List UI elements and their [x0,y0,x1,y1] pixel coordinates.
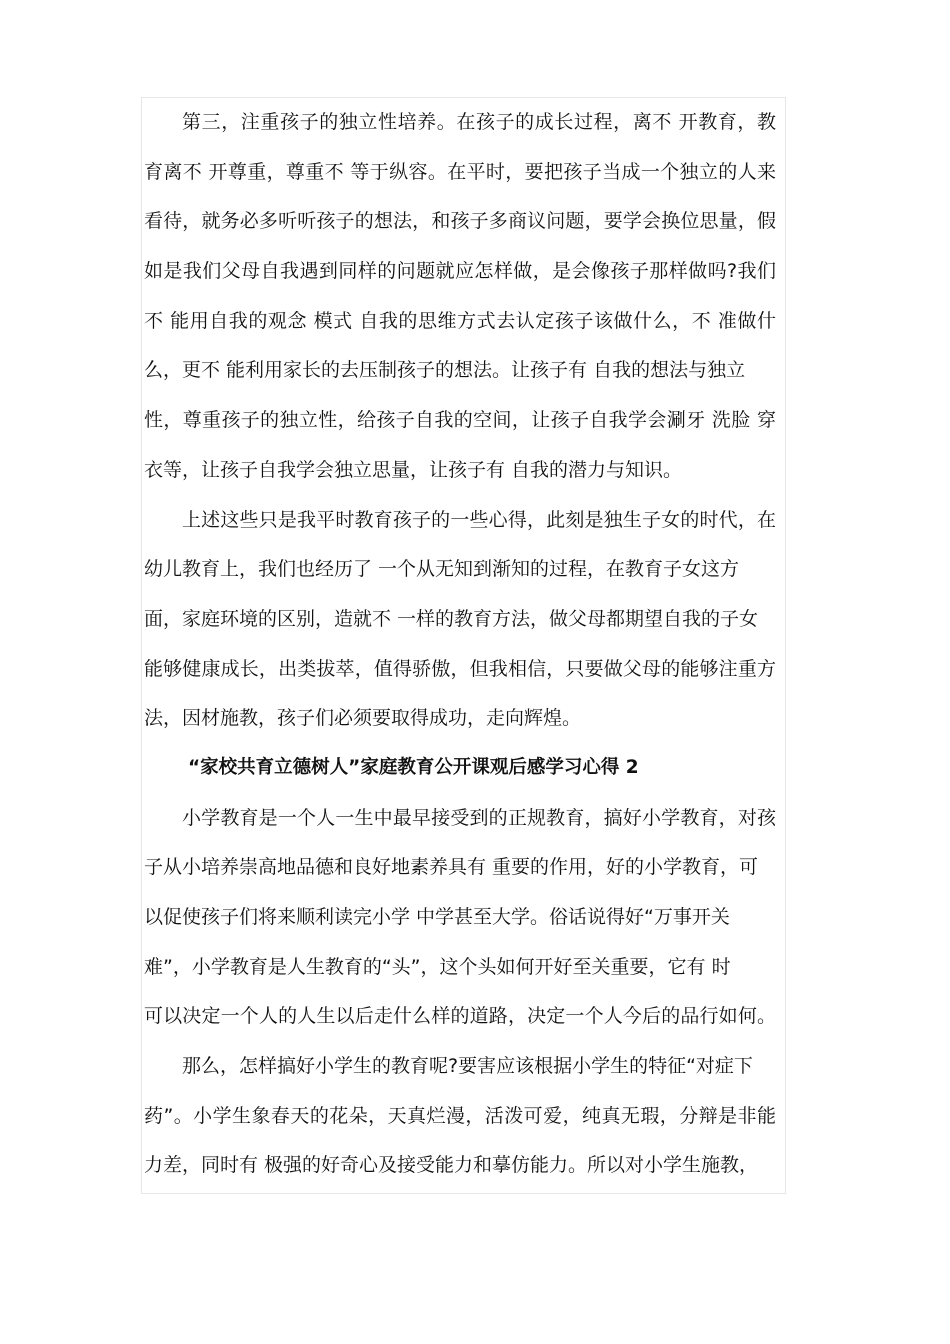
text-line: 么，更不 能利用家长的去压制孩子的想法。让孩子有 自我的想法与独立 [144,359,746,382]
text-line: 可以决定一个人的人生以后走什么样的道路，决定一个人今后的品行如何。 [144,1005,776,1028]
text-line: 衣等，让孩子自我学会独立思量，让孩子有 自我的潜力与知识。 [144,458,683,481]
text-line: 上述这些只是我平时教育孩子的一些心得，此刻是独生子女的时代，在 [182,508,776,531]
paragraph-third-point [144,100,776,498]
text-line: 育离不 开尊重，尊重不 等于纵容。在平时，要把孩子当成一个独立的人来 [144,160,776,183]
text-line: 药”。小学生象春天的花朵，天真烂漫，活泼可爱，纯真无瑕，分辩是非能 [144,1104,776,1127]
text-line: 能够健康成长，出类拔萃，值得骄傲，但我相信，只要做父母的能够注重方 [144,657,776,680]
text-line: 看待，就务必多听听孩子的想法，和孩子多商议问题，要学会换位思量，假 [144,210,776,233]
text-line: 法，因材施教，孩子们必须要取得成功，走向辉煌。 [144,707,582,730]
text-line: 以促使孩子们将来顺利读完小学 中学甚至大学。俗话说得好“万事开关 [144,906,730,928]
text-line: 如是我们父母自我遇到同样的问题就应怎样做，是会像孩子那样做吗?我们 [144,260,776,283]
text-line: 幼儿教育上，我们也经历了 一个从无知到渐知的过程，在教育子女这方 [144,558,740,581]
text-line: 小学教育是一个人一生中最早接受到的正规教育，搞好小学教育，对孩 [182,806,776,829]
text-line: 力差，同时有 极强的好奇心及接受能力和摹仿能力。所以对小学生施教， [144,1154,759,1177]
text-line: 难”，小学教育是人生教育的“头”，这个头如何开好至关重要，它有 时 [144,955,731,978]
document-body [144,100,776,1193]
text-line: 那么，怎样搞好小学生的教育呢?要害应该根据小学生的特征“对症下 [182,1055,753,1078]
section-heading: “家校共育立德树人”家庭教育公开课观后感学习心得 2 [188,756,639,778]
paragraph-primary-education [144,796,776,1044]
text-line: 性，尊重孩子的独立性，给孩子自我的空间，让孩子自我学会涮牙 洗脸 穿 [144,409,776,432]
text-line: 第三，注重孩子的独立性培养。在孩子的成长过程，离不 开教育，教 [182,111,776,133]
text-line: 子从小培养崇高地品德和良好地素养具有 重要的作用，好的小学教育，可 [144,856,759,879]
paragraph-how-to-educate [144,1044,776,1193]
text-line: 不 能用自我的观念 模式 自我的思维方式去认定孩子该做什么，不 准做什 [144,309,776,332]
text-line: 面，家庭环境的区别，造就不 一样的教育方法，做父母都期望自我的子女 [144,607,759,630]
paragraph-summary [144,498,776,746]
